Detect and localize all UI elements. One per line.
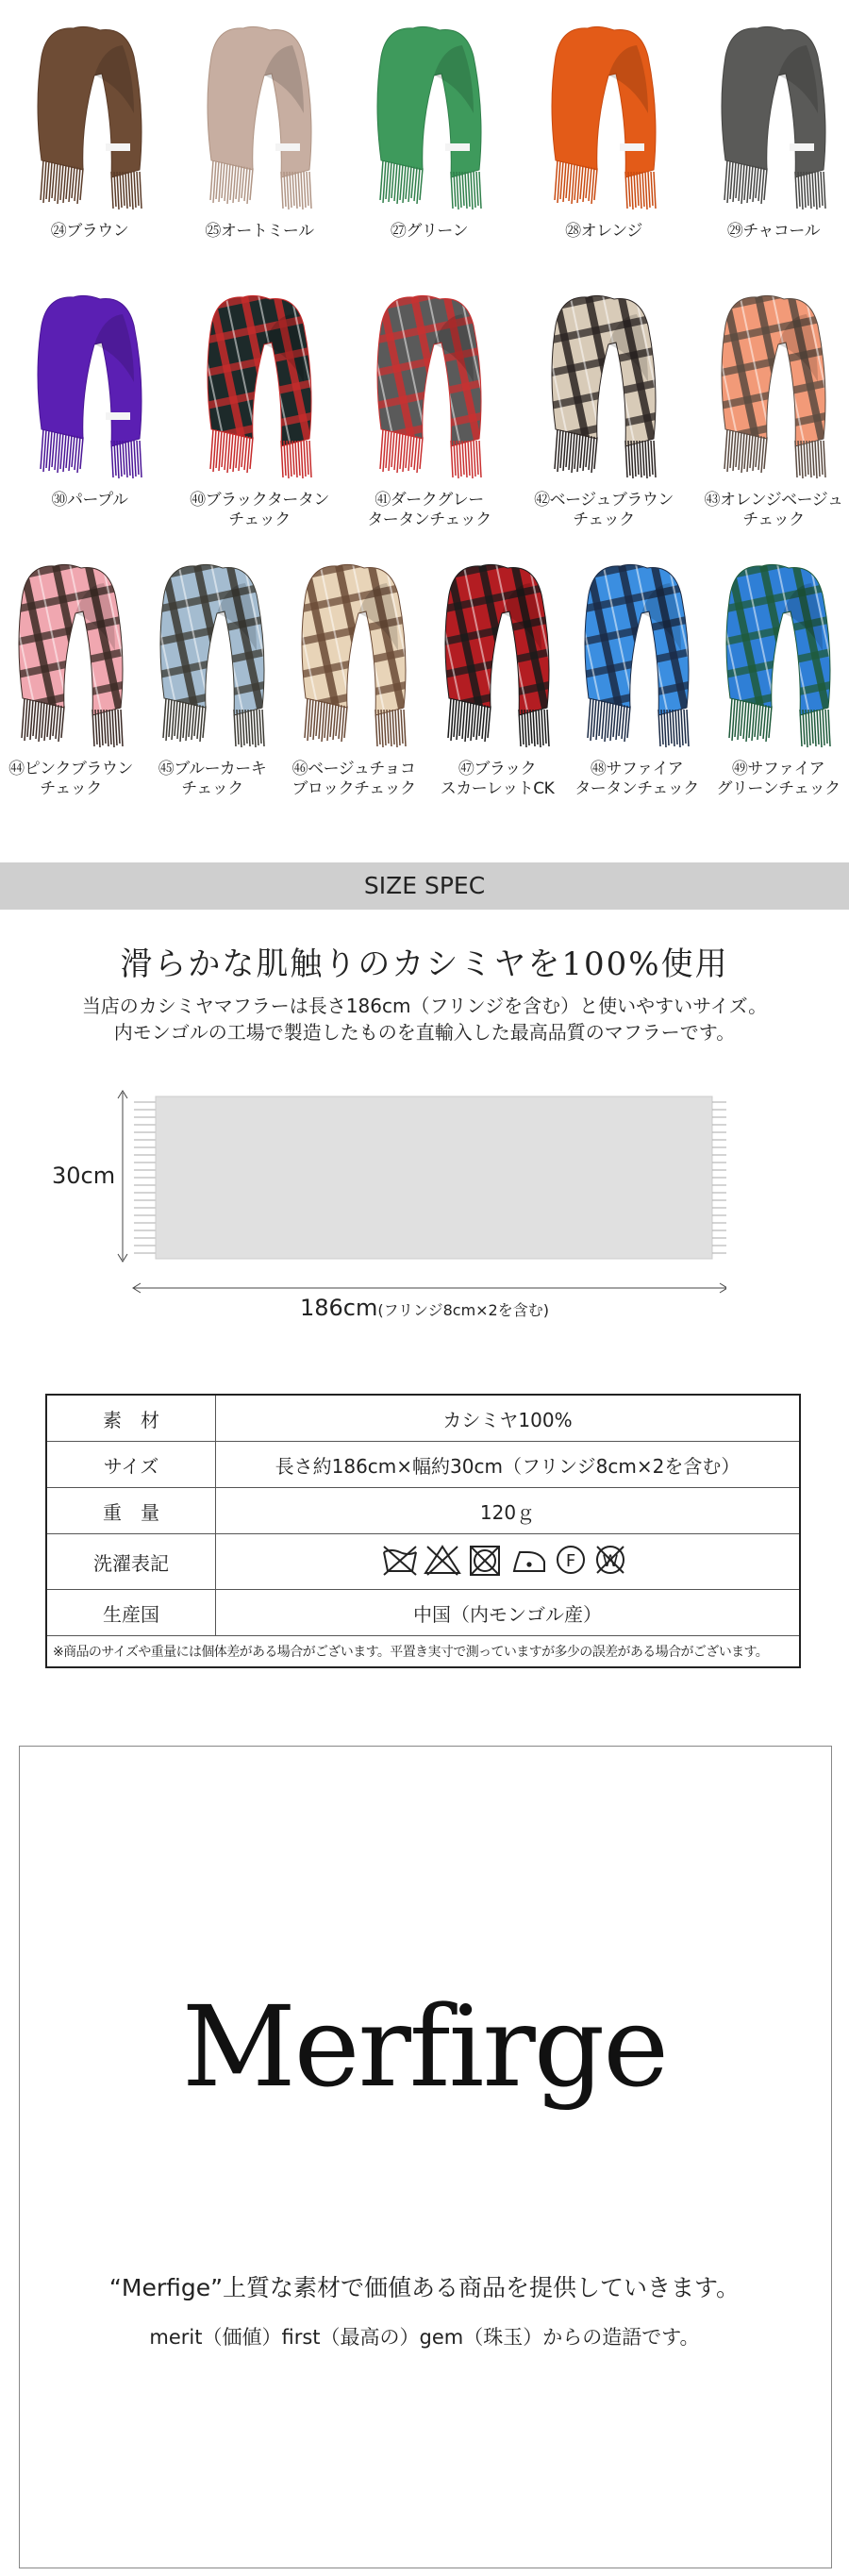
row-value: カシミヤ100% — [216, 1395, 801, 1442]
scarf-photo — [189, 19, 330, 222]
description-line-1: 当店のカシミヤマフラーは長さ186cm（フリンジを含む）と使いやすいサイズ。 — [81, 995, 768, 1017]
color-item — [19, 19, 160, 242]
color-item — [358, 288, 500, 530]
brand-tagline: “Merfige”上質な素材で価値ある商品を提供していきます。 — [108, 2274, 741, 2301]
scarf-image — [712, 288, 835, 491]
scarf-image — [717, 557, 840, 760]
length-note: (フリンジ8cm×2を含む) — [377, 1301, 549, 1319]
scarf-image — [436, 557, 558, 760]
scarf-image — [292, 557, 415, 760]
row-key: 洗濯表記 — [46, 1534, 216, 1590]
scarf-photo — [703, 288, 844, 491]
spec-table — [45, 1394, 801, 1668]
row-key: サイズ — [46, 1442, 216, 1488]
color-name: ㊹ピンクブラウン — [8, 760, 133, 778]
fringe-right — [712, 1102, 726, 1253]
svg-text:F: F — [565, 1550, 576, 1571]
color-name: ㉗グリーン — [390, 222, 469, 241]
color-name: ㊷ベージュブラウン — [534, 491, 674, 510]
brand-logo: Merfirge — [181, 1982, 668, 2112]
color-name-line2: タータンチェック — [367, 510, 491, 529]
low-iron-icon — [514, 1552, 544, 1571]
scarf-image — [368, 19, 491, 222]
length-value: 186cm — [300, 1295, 378, 1321]
color-item — [703, 288, 844, 530]
scarf-photo — [142, 557, 283, 760]
care-icons — [216, 1534, 801, 1590]
no-bleach-icon — [425, 1547, 459, 1575]
scarf-image — [151, 557, 274, 760]
color-label — [426, 760, 568, 799]
scarf-photo — [426, 557, 568, 760]
color-label — [533, 222, 674, 242]
scarf-photo — [358, 19, 500, 222]
color-name: ㊸オレンジベージュ — [704, 491, 843, 510]
brand-box — [19, 1746, 832, 2568]
scarf-body — [156, 1096, 712, 1259]
color-label — [142, 760, 283, 799]
scarf-photo — [533, 19, 674, 222]
scarf-image — [9, 557, 132, 760]
color-name: ㊾サファイア — [731, 760, 825, 778]
scarf-photo — [533, 288, 674, 491]
table-note-row — [46, 1636, 800, 1668]
color-item — [533, 288, 674, 530]
scarf-image — [28, 19, 151, 222]
color-item — [708, 557, 849, 799]
size-diagram — [47, 1085, 726, 1330]
color-item — [703, 19, 844, 242]
scarf-photo — [0, 557, 142, 760]
color-name-line2: チェック — [40, 779, 102, 798]
color-name: ㉙チャコール — [726, 222, 821, 241]
color-name: ㊽サファイア — [590, 760, 684, 778]
brand-tag-icon — [445, 143, 470, 151]
row-key: 重 量 — [46, 1488, 216, 1534]
color-name-line2: グリーンチェック — [716, 779, 841, 798]
size-spec-description — [0, 993, 849, 1045]
color-name-line2: チェック — [742, 510, 805, 529]
width-label: 30cm — [52, 1163, 116, 1189]
color-item — [566, 557, 708, 799]
scarf-photo — [703, 19, 844, 222]
color-name: ㊼ブラック — [458, 760, 537, 778]
color-item — [283, 557, 424, 799]
color-label — [19, 491, 160, 510]
scarf-photo — [19, 288, 160, 491]
color-name-line2: スカーレットCK — [440, 779, 555, 798]
color-item — [19, 288, 160, 510]
scarf-photo — [19, 19, 160, 222]
color-item — [0, 557, 142, 799]
color-name-line2: タータンチェック — [574, 779, 699, 798]
scarf-image — [198, 19, 321, 222]
color-label — [703, 491, 844, 530]
dry-clean-f-icon — [558, 1547, 584, 1573]
color-name: ㊵ブラックタータン — [190, 491, 329, 510]
table-row — [46, 1488, 800, 1534]
table-note: ※商品のサイズや重量には個体差がある場合がございます。平置き実寸で測っていますが多少の誤差がある場合がございます。 — [46, 1636, 800, 1668]
color-name: ㉚パープル — [51, 491, 128, 510]
brand-tag-icon — [620, 143, 644, 151]
no-tumble-dry-icon — [471, 1547, 499, 1575]
scarf-image — [575, 557, 698, 760]
fringe-left — [134, 1102, 156, 1253]
color-name: ㊺ブルーカーキ — [158, 760, 267, 778]
row-key: 素 材 — [46, 1395, 216, 1442]
color-item — [142, 557, 283, 799]
scarf-photo — [708, 557, 849, 760]
size-spec-header: SIZE SPEC — [0, 862, 849, 910]
color-item — [533, 19, 674, 242]
description-line-2: 内モンゴルの工場で製造したものを直輸入した最高品質のマフラーです。 — [113, 1021, 736, 1044]
scarf-image — [542, 19, 665, 222]
scarf-image — [198, 288, 321, 491]
color-label — [358, 222, 500, 242]
color-item — [189, 288, 330, 530]
color-label — [19, 222, 160, 242]
table-row — [46, 1534, 800, 1590]
color-label — [566, 760, 708, 799]
size-spec-headline: 滑らかな肌触りのカシミヤを100%使用 — [120, 945, 729, 983]
scarf-photo — [358, 288, 500, 491]
length-label — [0, 1295, 849, 1321]
color-label — [533, 491, 674, 530]
color-item — [189, 19, 330, 242]
scarf-image — [712, 19, 835, 222]
scarf-image — [28, 288, 151, 491]
brand-tag-icon — [790, 143, 814, 151]
scarf-photo — [283, 557, 424, 760]
color-name-line2: チェック — [181, 779, 243, 798]
brand-subtext: merit（価値）first（最高の）gem（珠玉）からの造語です。 — [149, 2326, 700, 2349]
row-value: 長さ約186cm×幅約30cm（フリンジ8cm×2を含む） — [216, 1442, 801, 1488]
color-label — [189, 491, 330, 530]
row-value: 120ｇ — [216, 1488, 801, 1534]
scarf-image — [542, 288, 665, 491]
brand-tag-icon — [106, 412, 130, 420]
brand-tag-icon — [106, 143, 130, 151]
color-name: ㉘オレンジ — [565, 222, 642, 241]
color-name-line2: チェック — [228, 510, 291, 529]
row-key: 生産国 — [46, 1590, 216, 1636]
scarf-image — [368, 288, 491, 491]
color-name-line2: ブロックチェック — [291, 779, 416, 798]
table-row — [46, 1395, 800, 1442]
row-value: 中国（内モンゴル産） — [216, 1590, 801, 1636]
color-label — [708, 760, 849, 799]
color-item — [358, 19, 500, 242]
table-row — [46, 1442, 800, 1488]
color-name: ㊶ダークグレー — [375, 491, 484, 510]
color-name: ㉕オートミール — [205, 222, 314, 241]
svg-text:W: W — [602, 1551, 619, 1571]
table-row — [46, 1590, 800, 1636]
color-label — [703, 222, 844, 242]
brand-tag-icon — [275, 143, 300, 151]
color-label — [358, 491, 500, 530]
color-item — [426, 557, 568, 799]
scarf-photo — [189, 288, 330, 491]
color-name: ㉔ブラウン — [50, 222, 129, 241]
color-name: ㊻ベージュチョコ — [291, 760, 416, 778]
scarf-photo — [566, 557, 708, 760]
color-name-line2: チェック — [573, 510, 635, 529]
color-label — [0, 760, 142, 799]
no-wash-icon — [384, 1547, 416, 1575]
color-label — [189, 222, 330, 242]
no-wet-clean-icon — [597, 1547, 624, 1573]
color-label — [283, 760, 424, 799]
